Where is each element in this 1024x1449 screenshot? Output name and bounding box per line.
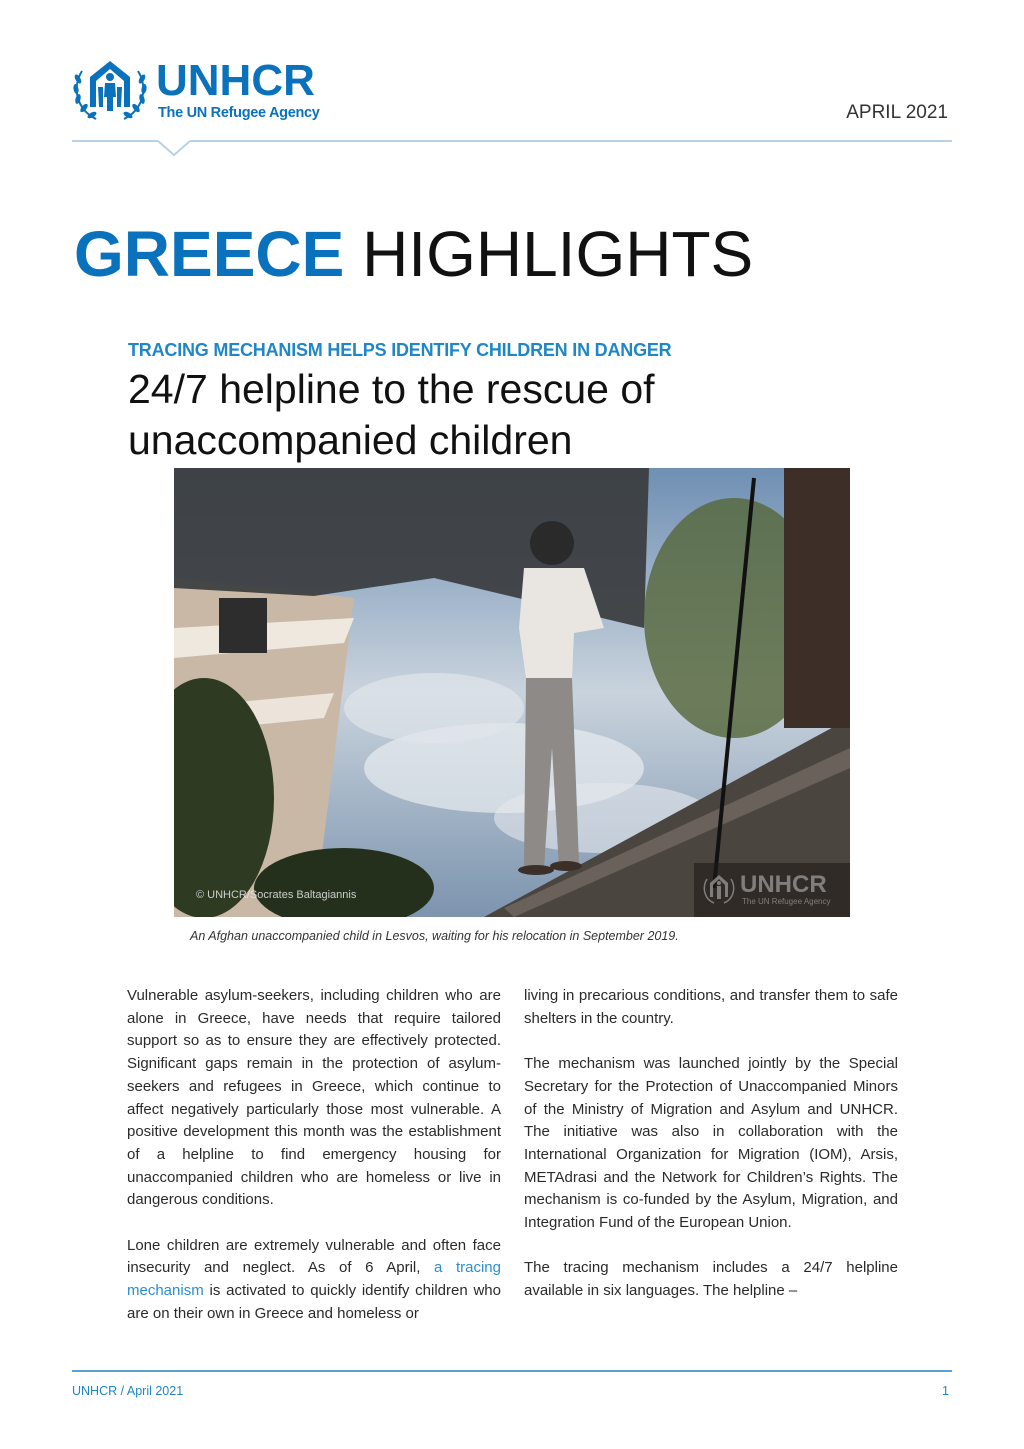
page-title bbox=[74, 218, 753, 290]
paragraph: The tracing mechanism includes a 24/7 helpline available in six languages. The helpline – bbox=[524, 1259, 898, 1300]
photo-illustration bbox=[174, 468, 850, 917]
article-headline: 24/7 helpline to the rescue of unaccompanied children bbox=[128, 366, 655, 463]
unhcr-emblem-icon bbox=[72, 57, 148, 123]
footer-source: UNHCR / April 2021 bbox=[72, 1384, 184, 1398]
header-divider bbox=[72, 140, 952, 142]
body-column-right bbox=[524, 985, 898, 1326]
page-number: 1 bbox=[942, 1384, 949, 1398]
photo-caption: An Afghan unaccompanied child in Lesvos, waiting for his relocation in September 2019. bbox=[190, 929, 679, 943]
photo-watermark bbox=[700, 873, 840, 909]
paragraph: Vulnerable asylum-seekers, including children who are alone in Greece, have needs that require tailored support so as to ensure they are effectively protected. Significant gaps remain in the protection of asylum-seekers and refugees in Greece, which continue to affect negatively particularly those most vulnerable. A positive development this month was the establishment of a helpline to find emergency housing for unaccompanied children who are homeless or live in dangerous conditions. bbox=[127, 987, 501, 1209]
chevron-down-icon bbox=[158, 140, 190, 158]
unhcr-logo bbox=[72, 57, 347, 125]
logo-tagline: The UN Refugee Agency bbox=[158, 105, 320, 121]
unhcr-emblem-icon bbox=[702, 873, 736, 905]
footer-divider bbox=[72, 1370, 952, 1372]
body-column-left bbox=[127, 985, 501, 1348]
watermark-wordmark: UNHCR bbox=[740, 871, 827, 898]
photo-credit: © UNHCR/Socrates Baltagiannis bbox=[196, 889, 357, 901]
paragraph-text: Lone children are extremely vulnerable and often face insecurity and neglect. As of 6 April, bbox=[127, 1236, 501, 1277]
logo-wordmark: UNHCR bbox=[156, 56, 315, 105]
paragraph: living in precarious conditions, and transfer them to safe shelters in the country. bbox=[524, 987, 898, 1027]
article-photo bbox=[174, 468, 850, 917]
paragraph bbox=[127, 1235, 501, 1326]
page-title-highlights: HIGHLIGHTS bbox=[362, 218, 754, 290]
watermark-tagline: The UN Refugee Agency bbox=[742, 897, 831, 906]
header-date: APRIL 2021 bbox=[846, 102, 948, 123]
tracing-mechanism-link[interactable]: a tracing mechanism bbox=[127, 1259, 501, 1300]
paragraph: The mechanism was launched jointly by the Special Secretary for the Protection of Unaccompanied Minors of the Ministry of Migration and Asylum and UNHCR. The initiative was also in collaboration with the International Organization for Migration (IOM), Arsis, METAdrasi and the Network for Children’s Rights. The mechanism is co-funded by the Asylum, Migration, and Integration Fund of the European Union. bbox=[524, 1055, 898, 1232]
paragraph-text: is activated to quickly identify children who are on their own in Greece and homeless or bbox=[127, 1282, 501, 1322]
article-kicker: TRACING MECHANISM HELPS IDENTIFY CHILDREN IN DANGER bbox=[128, 340, 672, 360]
page-title-country: GREECE bbox=[74, 218, 345, 290]
